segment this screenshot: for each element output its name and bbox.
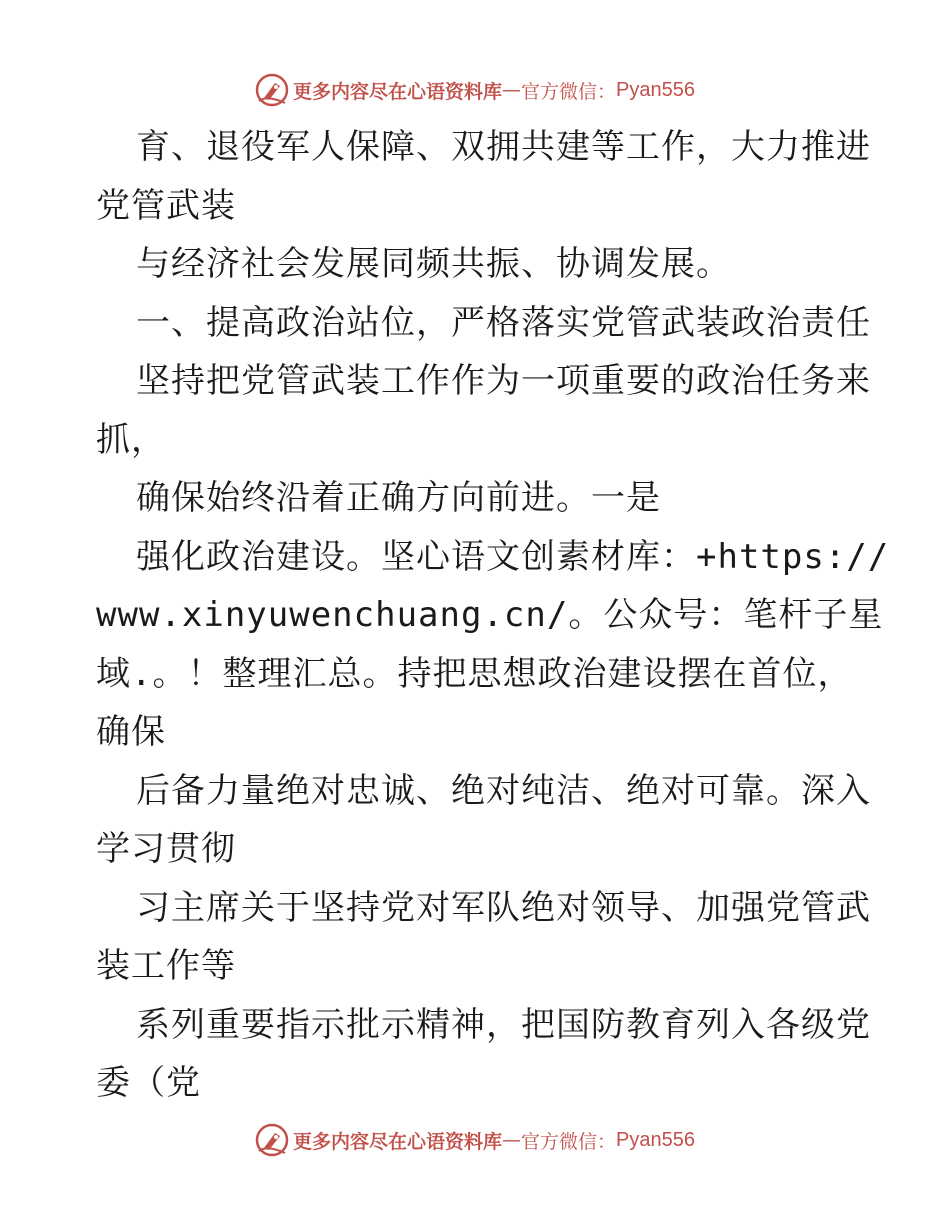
text-line: 系列重要指示批示精神，把国防教育列入各级党 — [136, 1004, 871, 1045]
banner-separator: — — [502, 79, 522, 101]
banner-brand-text: 更多内容尽在心语资料库 — [293, 1130, 503, 1153]
banner-brand-text: 更多内容尽在心语资料库 — [293, 80, 503, 103]
banner-wechat-id: Pyan556 — [616, 78, 695, 101]
pen-nib-logo-icon — [255, 1123, 289, 1157]
text-line: 委（党 — [96, 1063, 201, 1103]
text-line: 强化政治建设。坚心语文创素材库：+https:// — [136, 536, 890, 577]
text-line: 后备力量绝对忠诚、绝对纯洁、绝对可靠。深入 — [136, 770, 871, 811]
pen-nib-logo-icon — [255, 73, 289, 107]
text-line: 与经济社会发展同频共振、协调发展。 — [136, 244, 731, 284]
text-line: 确保 — [96, 712, 166, 752]
text-line: 育、退役军人保障、双拥共建等工作，大力推进 — [136, 127, 871, 167]
text-line: 习主席关于坚持党对军队绝对领导、加强党管武 — [136, 887, 871, 928]
section-heading: 一、提高政治站位，严格落实党管武装政治责任 — [136, 302, 871, 343]
text-line: 党管武装 — [96, 185, 236, 226]
banner-separator: — — [502, 1129, 522, 1151]
text-line: www.xinyuwenchuang.cn/。公众号：笔杆子星 — [96, 595, 884, 635]
text-line: 装工作等 — [96, 946, 236, 986]
text-line: 域.。！整理汇总。持把思想政治建设摆在首位， — [96, 653, 853, 694]
text-line: 确保始终沿着正确方向前进。一是 — [136, 478, 661, 518]
document-body — [96, 118, 890, 1113]
text-line: 抓， — [96, 419, 166, 460]
footer-banner — [0, 1120, 950, 1160]
text-line: 学习贯彻 — [96, 829, 236, 869]
text-line: 坚持把党管武装工作作为一项重要的政治任务来 — [136, 361, 871, 401]
header-banner — [0, 70, 950, 110]
banner-wechat-id: Pyan556 — [616, 1128, 695, 1151]
banner-wechat-label: 官方微信： — [521, 1130, 617, 1153]
banner-wechat-label: 官方微信： — [521, 80, 617, 103]
